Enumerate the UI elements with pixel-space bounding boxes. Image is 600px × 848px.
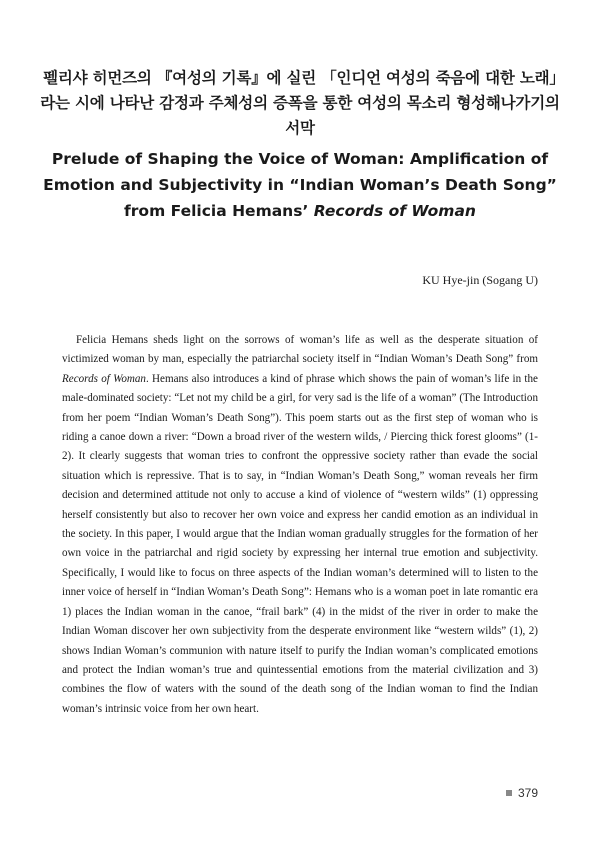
abstract-book-title: Records of Woman — [62, 372, 146, 385]
abstract-part-1: Felicia Hemans sheds light on the sorrows of woman’s life as well as the desperate situation of victimized woman by man, especially the patriarchal society itself in “Indian Woman’s Death Song” from — [62, 334, 538, 366]
english-title-main: Prelude of Shaping the Voice of Woman: Amplification of Emotion and Subjectivity in “Indian Woman’s Death Song” from Felicia Hemans’ — [43, 150, 557, 220]
english-title-book: Records of Woman — [313, 202, 476, 220]
square-bullet-icon — [506, 790, 512, 796]
page-number-footer — [506, 786, 538, 800]
abstract-paragraph — [62, 331, 538, 719]
page-number: 379 — [517, 786, 538, 800]
author-affiliation: KU Hye-jin (Sogang U) — [422, 273, 538, 287]
abstract-part-2: . Hemans also introduces a kind of phrase which shows the pain of woman’s life in the male-dominated society: “Let not my child be a girl, for very sad is the life of a woman” (The Introduction from her poem “Indian Woman’s Death Song”). This poem starts out as the first step of woman who is riding a canoe down a river: “Down a broad river of the western wilds, / Piercing thick forest glooms” (1-2). It clearly suggests that woman tries to confront the oppressive society rather than evade the social situation which is repressive. That is to say, in “Indian Woman’s Death Song,” woman reveals her firm decision and determined attitude not only to accuse a kind of violence of “western wilds” (1) oppressing herself consistently but also to recover her own voice and express her candid emotion as an individual in the society. In this paper, I would argue that the Indian woman gradually struggles for the formation of her own voice in the patriarchal and rigid society by expressing her internal true emotion and subjectivity. Specifically, I would like to focus on three aspects of the Indian woman’s determined will to listen to the inner voice of herself in “Indian Woman’s Death Song”: Hemans who is a woman poet in late romantic era 1) places the Indian woman in the canoe, “frail bark” (4) in the midst of the river in order to make the Indian Woman discover her own subjectivity from the desperate environment like “western wilds” (1), 2) shows Indian Woman’s communion with nature itself to purify the Indian woman’s complicated emotions and protect the Indian woman’s true and quintessential emotions from the material civilization and 3) combines the flow of waters with the sound of the death song of the Indian woman to find the Indian woman’s intrinsic voice from her own heart. — [62, 372, 538, 715]
korean-title: 펠리샤 히먼즈의 『여성의 기록』에 실린 「인디언 여성의 죽음에 대한 노래」라는 시에 나타난 감정과 주체성의 증폭을 통한 여성의 목소리 형성해나가기의 서막 — [40, 69, 560, 137]
english-title — [40, 146, 560, 224]
